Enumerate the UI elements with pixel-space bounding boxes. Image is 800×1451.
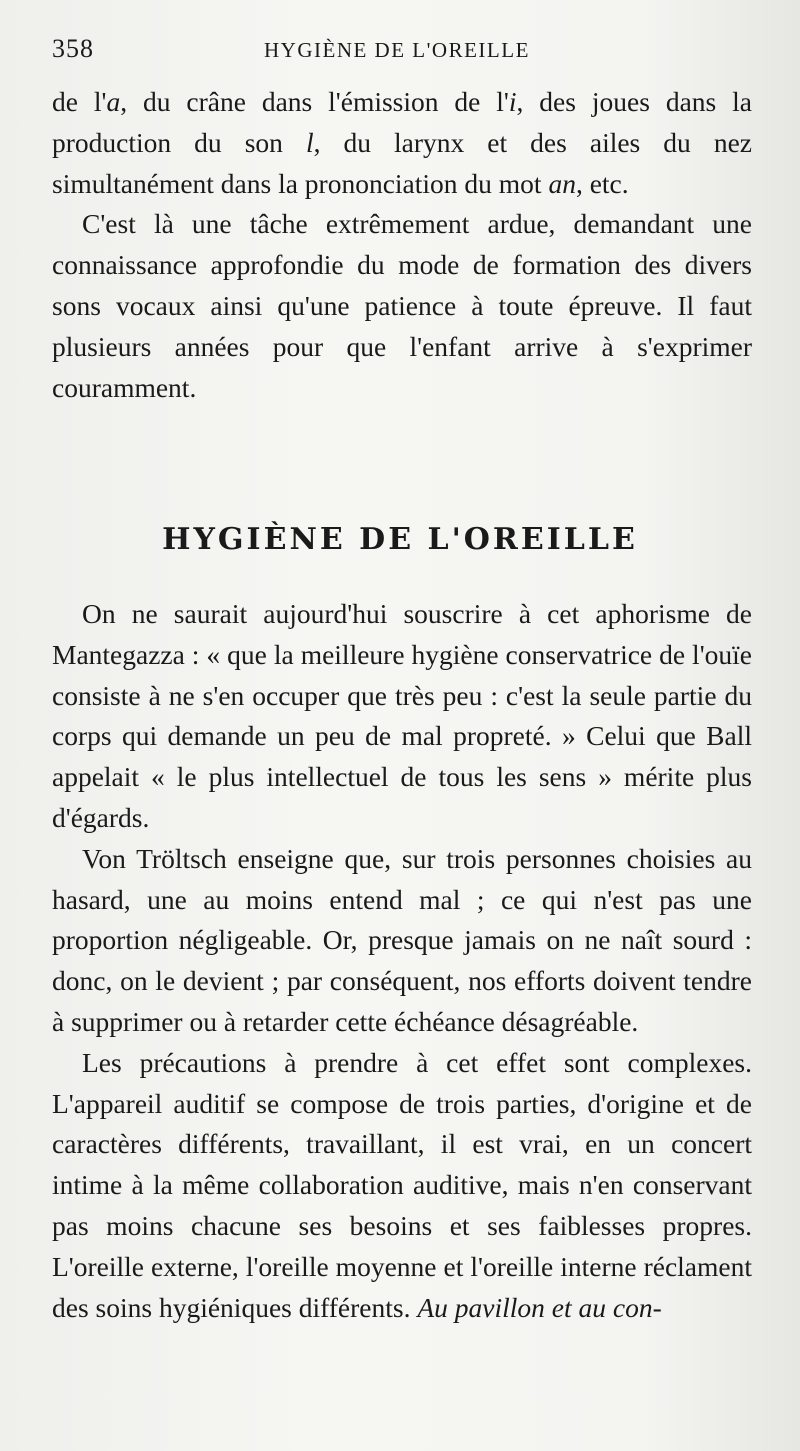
section-text: [52, 594, 752, 1328]
section-paragraph-3: Les précautions à prendre à cet effet sont complexes. L'appareil auditif se compose de trois parties, d'origine et de caractères différents, travaillant, il est vrai, en un concert intime à la même collaboration auditive, mais n'en conservant pas moins chacune ses besoins et ses faiblesses propres. L'oreille externe, l'oreille moyenne et l'oreille interne réclament des soins hygiéniques différents. Au pavillon et au con-: [52, 1046, 752, 1323]
section-paragraph-1: On ne saurait aujourd'hui souscrire à cet aphorisme de Mantegazza : « que la meilleure hygiène conservatrice de l'ouïe consiste à ne s'en occuper que très peu : c'est la seule partie du corps qui demande un peu de mal propreté. » Celui que Ball appelait « le plus intellectuel de tous les sens » mérite plus d'égards.: [52, 598, 752, 833]
intro-paragraph-1: de l'a, du crâne dans l'émission de l'i, des joues dans la production du son l, du larynx et des ailes du nez simultanément dans la prononciation du mot an, etc.: [52, 86, 752, 199]
page-number: 358: [52, 34, 94, 63]
section-paragraph-2: Von Tröltsch enseigne que, sur trois personnes choisies au hasard, une au moins entend mal ; ce qui n'est pas une proportion négligeable. Or, presque jamais on ne naît sourd : donc, on le devient ; par conséquent, nos efforts doivent tendre à supprimer ou à retarder cette échéance désagréable.: [52, 842, 752, 1037]
running-title: HYGIÈNE DE L'OREILLE: [264, 38, 530, 62]
page-header: [52, 34, 748, 74]
intro-paragraph-2: C'est là une tâche extrêmement ardue, demandant une connaissance approfondie du mode de formation des divers sons vocaux ainsi qu'une patience à toute épreuve. Il faut plusieurs années pour que l'enfant arrive à s'exprimer couramment.: [52, 208, 752, 403]
section-heading: HYGIÈNE DE L'OREILLE: [162, 522, 638, 557]
intro-text: [52, 82, 752, 408]
